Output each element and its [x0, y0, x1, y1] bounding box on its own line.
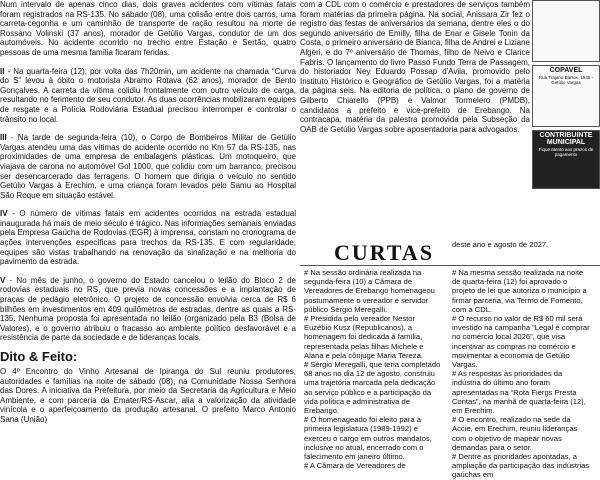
- ad-text: Rua Trajano Barros, 1545 - Getúlio Vargas: [538, 75, 594, 85]
- curtas-item: # Sérgio Meregalli, que teria completado 68 anos no dia 12 de agosto, construiu uma trajetória marcada pela dedicação ao serviço público e a participação da vida política e administrativa de Erebango.: [304, 360, 441, 416]
- curtas-item: # A Câmara de Vereadores de: [304, 461, 406, 471]
- article-paragraph: [0, 67, 296, 125]
- right-top-column: [300, 0, 530, 134]
- curtas-item: # Dentre as prioridades apontadas, a ampliação da participação das indústrias gaúchas em: [452, 452, 590, 480]
- article-paragraph: Num intervalo de apenas cinco dias, dois graves acidentes com vítimas fatais foram registrados na RS-135. No sábado (08), uma colisão entre dois carros, uma carreta-cegonha e um caminhão de transporte de ração resultou na morte de Rossano Volinski (37 anos), morador de Getúlio Vargas, condutor de um dos automóveis. No acidente ocorrido no trecho entre Estação e Sertão, quatro pessoas de uma mesma família ficaram feridas.: [0, 0, 296, 57]
- article-paragraph: [0, 133, 296, 200]
- paragraph-text: - Na tarde de segunda-feira (10), o Corpo de Bombeiros Militar de Getúlio Vargas atendeu uma das vítimas do acidente ocorrido no Km 57 da RS-135, nas proximidades de uma empresa de embalagens plásticas. Um motoqueiro, que viajava de carona no automóvel Gol 1000, que colidiu com um barranco, precisou ser desencarcerado das ferragens. O homem que dirigia o veículo no sentido Getúlio Vargas à Erechim, e uma criança foram levados pelo Samu ao Hospital São Roque em situação estável.: [0, 133, 296, 200]
- paragraph-numeral: II: [0, 66, 5, 76]
- curtas-item: # O homenageado foi eleito para a primeira legislatura (1989-1992) e exerceu o cargo em outros mandatos, inclusive no atual, encerrado com o falecimento em janeiro último.: [304, 415, 432, 462]
- curtas-item: # Na mesma sessão realizada na noite de quarta-feira (12) foi aprovado o projeto de lei que autoriza o município a firmar parceria, via Termo de Fomento, com a CDL.: [452, 268, 587, 314]
- ad-copavel: [532, 65, 600, 127]
- section-title: Dito & Feito:: [0, 349, 78, 364]
- ad-title: COPAVEL: [549, 67, 583, 74]
- paragraph-text: - No mês de junho, o governo do Estado cancelou o leilão do Bloco 2 de rodovias estaduais no RS, que previa novas concessões e a implantação de praças de pedágio eletrônico. O projeto de concessão envolvia cerca de R$ 6 bilhões em investimentos em 409 quilômetros de estradas, dentre as quais a RS-135. Nenhuma proposta foi apresentada no leilão (organizado pela B3 (Bolsa de Valores), e o governo atribuiu o fracasso ao ambiente político desfavorável e a resistência de parte da sociedade e de lideranças locais.: [0, 275, 296, 343]
- paragraph-numeral: V: [0, 275, 6, 285]
- curtas-col-a: [304, 268, 442, 470]
- article-paragraph: [0, 209, 296, 267]
- curtas-col-b-top: [452, 240, 592, 249]
- ad-text: Fique atento aos prazos de pagamento: [538, 147, 594, 157]
- paragraph-text: - Na quarta-feira (12), por volta das 7h20min, um acidente na chamada “Curva do S” levou à óbito o motorista Abramo Rotava (62 anos), morador de Bento Gonçalves. A carreta da vítima colidiu frontalmente com outro veículo de carga, resultando no ferimento de seu condutor. As duas ocorrências mobilizaram equipes de resgate e a Polícia Rodoviária Estadual precisou interromper e controlar o trânsito no local.: [0, 66, 296, 124]
- paragraph-numeral: III: [0, 133, 7, 143]
- ads-strip: [532, 0, 600, 218]
- curtas-title: CURTAS: [334, 240, 435, 265]
- ad-title: CONTRIBUINTE MUNICIPAL: [539, 132, 593, 146]
- curtas-item: deste ano e agosto de 2027.: [452, 240, 549, 249]
- article-paragraph: O 4º Encontro do Vinho Artesanal de Ipiranga do Sul reuniu produtores, autoridades e famílias na noite de sábado (08), na Comunidade Nossa Senhora das Dores. A iniciativa da Prefeitura, por meio da Secretaria da Agricultura e Meio Ambiente, e com parceria da Emater/RS-Ascar, alia a valorização da atividade vinícola e o aperfeiçoamento da produção artesanal. O prefeito Marco Antonio Sana (União): [0, 367, 296, 424]
- curtas-item: # Presidida pelo vereador Nestor Euzébio Kusz (Republicanos), a homenagem foi dedicada à família, representada pelas filhas Michele e Alana e pela cônjuge Maria Tereza.: [304, 314, 424, 360]
- curtas-col-b: [452, 268, 590, 480]
- paragraph-text: - O número de vítimas fatais em acidentes ocorridos na estrada estadual inaugurada há mais de meio século é trágico. Nas informações semanais enviadas pela Empresa Gaúcha de Rodovias (EGR) à imprensa, constam no cronograma de ações intervenções específicas para trechos da RS-135. E com regularidade, equipes são vistas trabalhando na renovação da sinalização e na melhoria do pavimento da estrada.: [0, 209, 296, 267]
- paragraph-numeral: IV: [0, 209, 8, 219]
- ad-contribuinte: [532, 130, 600, 189]
- curtas-item: # As respostas às prioridades da indústria do último ano foram apresentadas na “Rota Fiergs Presta Contas”, na manhã de quarta-feira (12), em Erechim.: [452, 369, 586, 416]
- divider: [300, 265, 600, 266]
- curtas-item: # Na sessão ordinária realizada na segunda-feira (10) a Câmara de Vereadores de Erebango homenageou postumamente o vereador e servidor público Sérgio Meregalli.: [304, 268, 435, 314]
- left-column: [0, 0, 296, 425]
- ad-thumbnail: [532, 0, 600, 62]
- article-paragraph: com a CDL com o comércio e prestadores de serviços também foram matérias da primeira página. Na social, Anissara Zir fez o registro das festas de aniversários da semana, dentre eles o do segundo aniversário de Emilly, filha de Enar e Gisele Tonin da Costa, o primeiro aniversário de Bianca, filha de Andrei e Liziane Algeri, e do 7º aniversário de Thomás, filho de Neivo e Clarice Fabris. O lançamento do livro Passo Fundo Terra de Passagem, do historiador Ney Eduardo Possap d'Avila, promovido pelo Instituto Histórico e Geográfico de Getúlio Vargas, foi a matéria da página seis. Na editoria de política, o plano de governo de Gilberto Chiarello (PPB) e Valmor Tormelero (PMDB), candidatos a prefeito e vice-prefeito de Erebango. Na contracapa, matéria da palestra promovida pela Subseção da OAB de Getúlio Vargas sobre aposentadoria para advogados.: [300, 0, 530, 134]
- article-paragraph: [0, 276, 296, 343]
- curtas-item: # O encontro, realizado na sede da Accie, em Erechim, reuniu lideranças com o objetivo de mapear novas demandas para o setor.: [452, 415, 578, 452]
- curtas-item: # O recurso no valor de R$ 60 mil será investido na campanha “Legal é comprar no comércio local 2026”, que visa incentivar as compras no comércio e movimentar a economia de Getúlio Vargas.: [452, 314, 590, 370]
